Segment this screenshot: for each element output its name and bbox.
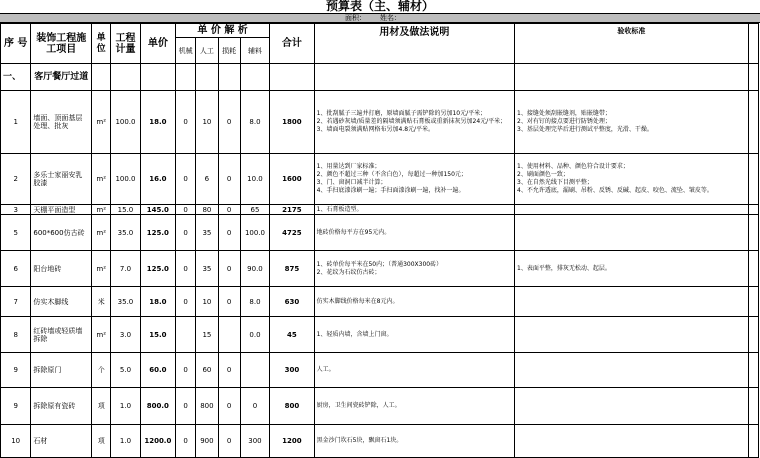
header-total: 合计 [270, 24, 315, 64]
cell-total: 1800 [270, 91, 315, 154]
cell-material: 1、轻质内墙，含墙上门窗。 [314, 317, 514, 353]
area-label: 面积： [345, 14, 366, 22]
cell-material: 1、石膏板造型。 [314, 205, 514, 215]
cell-aux: 100.0 [240, 215, 269, 251]
cell-empty [748, 353, 758, 388]
header-seq: 序 号 [1, 24, 31, 64]
cell-aux: 300 [240, 425, 269, 458]
cell-machine: 0 [176, 154, 196, 205]
cell-item: 多乐士家丽安乳胶漆 [31, 154, 92, 205]
cell-price: 145.0 [140, 205, 175, 215]
cell-empty [748, 205, 758, 215]
cell-empty [748, 91, 758, 154]
cell-loss: 0 [218, 353, 240, 388]
cell-total: 2175 [270, 205, 315, 215]
cell-qty: 100.0 [111, 91, 140, 154]
cell-qty: 35.0 [111, 215, 140, 251]
cell-loss: 0 [218, 425, 240, 458]
cell-labor: 6 [196, 154, 218, 205]
cell-total: 4725 [270, 215, 315, 251]
cell-item: 天棚平面造型 [31, 205, 92, 215]
cell-total: 1600 [270, 154, 315, 205]
cell-empty [748, 154, 758, 205]
cell-material: 1、批刮腻子三遍并打磨，原墙面腻子需铲除的另加10元/平米； 2、若遇砂灰墙/质量差的隔墙须满贴石膏板或重新抹灰另加24元/平米； 3、墙面电裂须满贴网格布另加4.8元/平米。 [314, 91, 514, 154]
cell-machine: 0 [176, 215, 196, 251]
cell-seq: 5 [1, 215, 31, 251]
cell-material: 1、砖单价每平米在50内；（普通300X300砖） 2、花纹为石纹仿古砖； [314, 251, 514, 287]
cell-labor: 800 [196, 388, 218, 425]
table-row [1, 425, 759, 458]
header-unit: 单位 [92, 24, 111, 64]
cell-loss: 0 [218, 287, 240, 317]
cell-qty: 1.0 [111, 425, 140, 458]
cell-price: 125.0 [140, 215, 175, 251]
cell-unit: 个 [92, 353, 111, 388]
cell-item: 红砖墙或轻质墙拆除 [31, 317, 92, 353]
page-title: 预算表（主、辅材） [325, 0, 434, 13]
section-seq: 一、 [1, 64, 31, 91]
cell-price: 18.0 [140, 287, 175, 317]
cell-item: 阳台地砖 [31, 251, 92, 287]
cell-unit: m² [92, 317, 111, 353]
cell-item: 拆除原有瓷砖 [31, 388, 92, 425]
cell-aux: 0.0 [240, 317, 269, 353]
name-label: 姓名： [380, 14, 401, 22]
section-row [1, 64, 759, 91]
cell-unit: m² [92, 251, 111, 287]
cell-price: 60.0 [140, 353, 175, 388]
cell-machine: 0 [176, 91, 196, 154]
cell-item: 仿实木脚线 [31, 287, 92, 317]
cell-machine: 0 [176, 425, 196, 458]
cell-seq: 6 [1, 251, 31, 287]
table-row [1, 287, 759, 317]
cell-seq: 7 [1, 287, 31, 317]
cell-material: 厨房，卫生间瓷砖铲除，人工。 [314, 388, 514, 425]
cell-empty [748, 215, 758, 251]
cell-standard [515, 287, 749, 317]
cell-loss [218, 317, 240, 353]
cell-material: 仿实木脚线价格每米在8元内。 [314, 287, 514, 317]
cell-standard [515, 353, 749, 388]
cell-total: 1200 [270, 425, 315, 458]
cell-loss: 0 [218, 215, 240, 251]
cell-labor: 80 [196, 205, 218, 215]
cell-price: 18.0 [140, 91, 175, 154]
header-analysis: 单 价 解 析 [176, 24, 270, 38]
header-material: 用材及做法说明 [314, 24, 514, 64]
cell-qty: 7.0 [111, 251, 140, 287]
cell-labor: 15 [196, 317, 218, 353]
table-row [1, 353, 759, 388]
cell-unit: m² [92, 205, 111, 215]
cell-machine: 0 [176, 287, 196, 317]
table-row [1, 154, 759, 205]
cell-empty [748, 251, 758, 287]
cell-total: 800 [270, 388, 315, 425]
section-name: 客厅餐厅过道 [31, 64, 92, 91]
cell-empty [748, 425, 758, 458]
cell-qty: 5.0 [111, 353, 140, 388]
header-unit-price: 单价 [140, 24, 175, 64]
cell-loss: 0 [218, 388, 240, 425]
cell-loss: 0 [218, 205, 240, 215]
cell-total: 630 [270, 287, 315, 317]
header-standard: 验收标准 [515, 24, 749, 64]
cell-material: 黑金沙门坎石5块，飘窗石1块。 [314, 425, 514, 458]
cell-material: 人工。 [314, 353, 514, 388]
cell-seq: 10 [1, 425, 31, 458]
cell-standard: 1、使用材料、品种、颜色符合设计要求； 2、刷面颜色一致； 3、在自然光线下目测平整； 4、不允许透底，漏刷、吊粉、反锈、反碱、起皮、咬色、流坠、皱皮等。 [515, 154, 749, 205]
cell-item: 600*600仿古砖 [31, 215, 92, 251]
cell-material: 1、用量达到厂家标准； 2、颜色不超过三种（不含白色），每超过一种加150元； 3、门、窗洞口减半计算； 4、手扫底漆涂刷一遍；手扫面漆涂刷一遍，找补一遍。 [314, 154, 514, 205]
cell-aux: 65 [240, 205, 269, 215]
cell-qty: 100.0 [111, 154, 140, 205]
header-item: 装饰工程施工项目 [31, 24, 92, 64]
subheader-bar [0, 13, 760, 23]
cell-unit: m² [92, 91, 111, 154]
cell-qty: 1.0 [111, 388, 140, 425]
cell-labor: 10 [196, 287, 218, 317]
header-aux: 辅料 [240, 38, 269, 64]
cell-aux: 90.0 [240, 251, 269, 287]
cell-labor: 35 [196, 215, 218, 251]
table-row [1, 215, 759, 251]
cell-seq: 1 [1, 91, 31, 154]
cell-aux: 8.0 [240, 91, 269, 154]
table-body [1, 91, 759, 458]
cell-machine: 0 [176, 388, 196, 425]
cell-standard [515, 388, 749, 425]
table-header [1, 24, 759, 91]
cell-aux [240, 353, 269, 388]
cell-empty [748, 388, 758, 425]
table-row [1, 91, 759, 154]
cell-unit: m² [92, 154, 111, 205]
cell-standard [515, 425, 749, 458]
cell-item: 拆除原门 [31, 353, 92, 388]
cell-empty [748, 317, 758, 353]
cell-price: 800.0 [140, 388, 175, 425]
cell-seq: 3 [1, 205, 31, 215]
cell-standard [515, 317, 749, 353]
cell-item: 石材 [31, 425, 92, 458]
cell-price: 125.0 [140, 251, 175, 287]
cell-loss: 0 [218, 251, 240, 287]
cell-unit: 项 [92, 388, 111, 425]
cell-machine: 0 [176, 353, 196, 388]
cell-aux: 0 [240, 388, 269, 425]
header-labor: 人工 [196, 38, 218, 64]
cell-unit: 米 [92, 287, 111, 317]
header-empty [748, 24, 758, 64]
cell-seq: 9 [1, 353, 31, 388]
cell-seq: 9 [1, 388, 31, 425]
cell-qty: 15.0 [111, 205, 140, 215]
header-qty: 工程计量 [111, 24, 140, 64]
cell-total: 300 [270, 353, 315, 388]
cell-labor: 10 [196, 91, 218, 154]
table-row [1, 251, 759, 287]
cell-item: 墙面、顶面基层处理、批灰 [31, 91, 92, 154]
cell-material: 地砖价格每平方在95元内。 [314, 215, 514, 251]
cell-standard [515, 215, 749, 251]
cell-price: 1200.0 [140, 425, 175, 458]
cell-seq: 2 [1, 154, 31, 205]
cell-empty [748, 287, 758, 317]
cell-total: 45 [270, 317, 315, 353]
cell-loss: 0 [218, 154, 240, 205]
cell-price: 16.0 [140, 154, 175, 205]
cell-aux: 8.0 [240, 287, 269, 317]
cell-machine: 0 [176, 205, 196, 215]
header-loss: 损耗 [218, 38, 240, 64]
table-row [1, 388, 759, 425]
cell-qty: 3.0 [111, 317, 140, 353]
cell-unit: m² [92, 215, 111, 251]
cell-standard: 1、接缝处须刮嵌缝剂，贴嵌缝带； 2、对有钉的接点要进行防锈处理； 3、基层处理完毕后进行测试平整度，光滑、干燥。 [515, 91, 749, 154]
cell-standard [515, 205, 749, 215]
cell-qty: 35.0 [111, 287, 140, 317]
cell-unit: 项 [92, 425, 111, 458]
cell-machine [176, 317, 196, 353]
cell-labor: 35 [196, 251, 218, 287]
cell-aux: 10.0 [240, 154, 269, 205]
cell-labor: 60 [196, 353, 218, 388]
budget-table [0, 23, 759, 458]
table-row [1, 205, 759, 215]
cell-price: 15.0 [140, 317, 175, 353]
table-row [1, 317, 759, 353]
cell-machine: 0 [176, 251, 196, 287]
cell-seq: 8 [1, 317, 31, 353]
header-machine: 机械 [176, 38, 196, 64]
cell-standard: 1、表面平整，排灰无松动、起层。 [515, 251, 749, 287]
cell-labor: 900 [196, 425, 218, 458]
cell-loss: 0 [218, 91, 240, 154]
cell-total: 875 [270, 251, 315, 287]
